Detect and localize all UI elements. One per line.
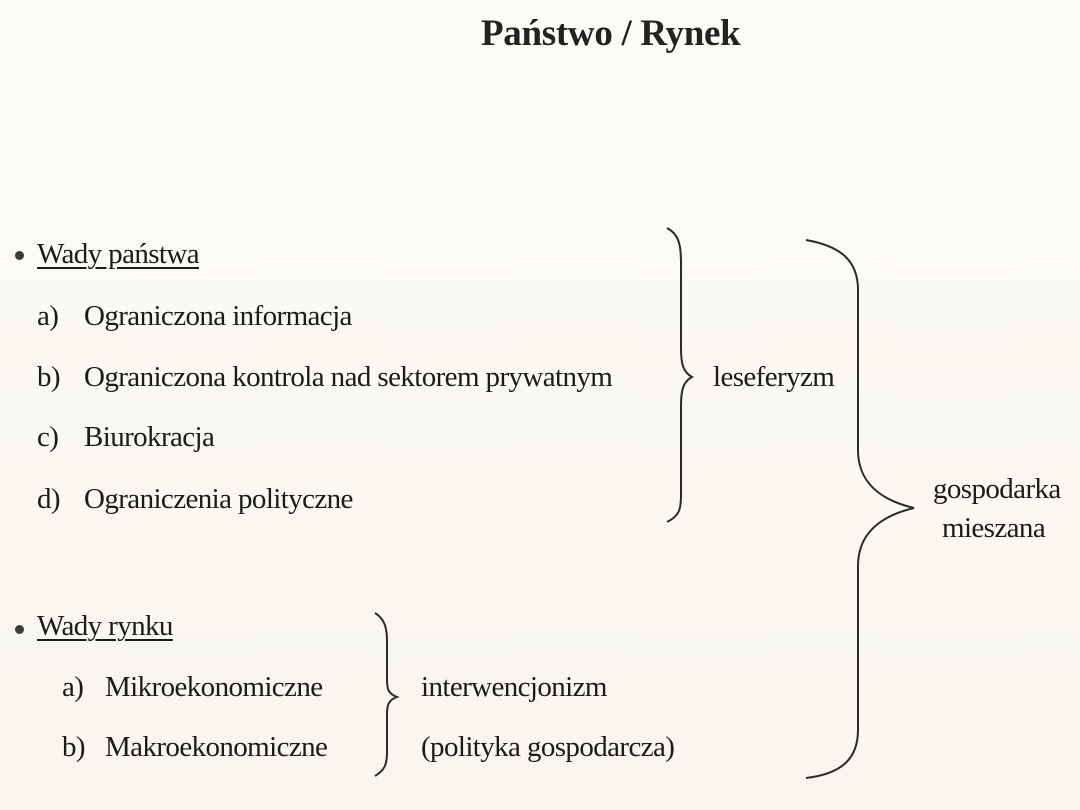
market-failures-result-line2: (polityka gospodarcza)	[421, 731, 675, 763]
market-failures-result-line1: interwencjonizm	[421, 671, 607, 703]
list-item-text: Ograniczona kontrola nad sektorem prywatnym	[84, 361, 613, 393]
list-item-marker: a)	[37, 300, 59, 332]
state-failures-heading: Wady państwa	[37, 238, 199, 270]
page-title: Państwo / Rynek	[481, 13, 741, 54]
right-brace-icon	[375, 613, 397, 776]
list-item-text: Ograniczona informacja	[84, 300, 352, 332]
combined-result-line1: gospodarka	[933, 473, 1061, 505]
list-item-marker: b)	[37, 361, 60, 393]
list-item-text: Makroekonomiczne	[105, 731, 328, 763]
list-item-marker: a)	[62, 671, 84, 703]
list-item-text: Biurokracja	[84, 421, 215, 453]
list-item-marker: c)	[37, 421, 59, 453]
list-item-text: Mikroekonomiczne	[105, 671, 323, 703]
combined-result-line2: mieszana	[942, 512, 1046, 544]
right-brace-icon	[667, 228, 692, 522]
list-item-marker: d)	[37, 483, 60, 515]
large-brace-icon	[806, 240, 914, 778]
market-failures-heading: Wady rynku	[37, 610, 173, 642]
state-failures-result: leseferyzm	[713, 361, 835, 393]
list-item-text: Ograniczenia polityczne	[84, 483, 353, 515]
list-item-marker: b)	[62, 731, 85, 763]
